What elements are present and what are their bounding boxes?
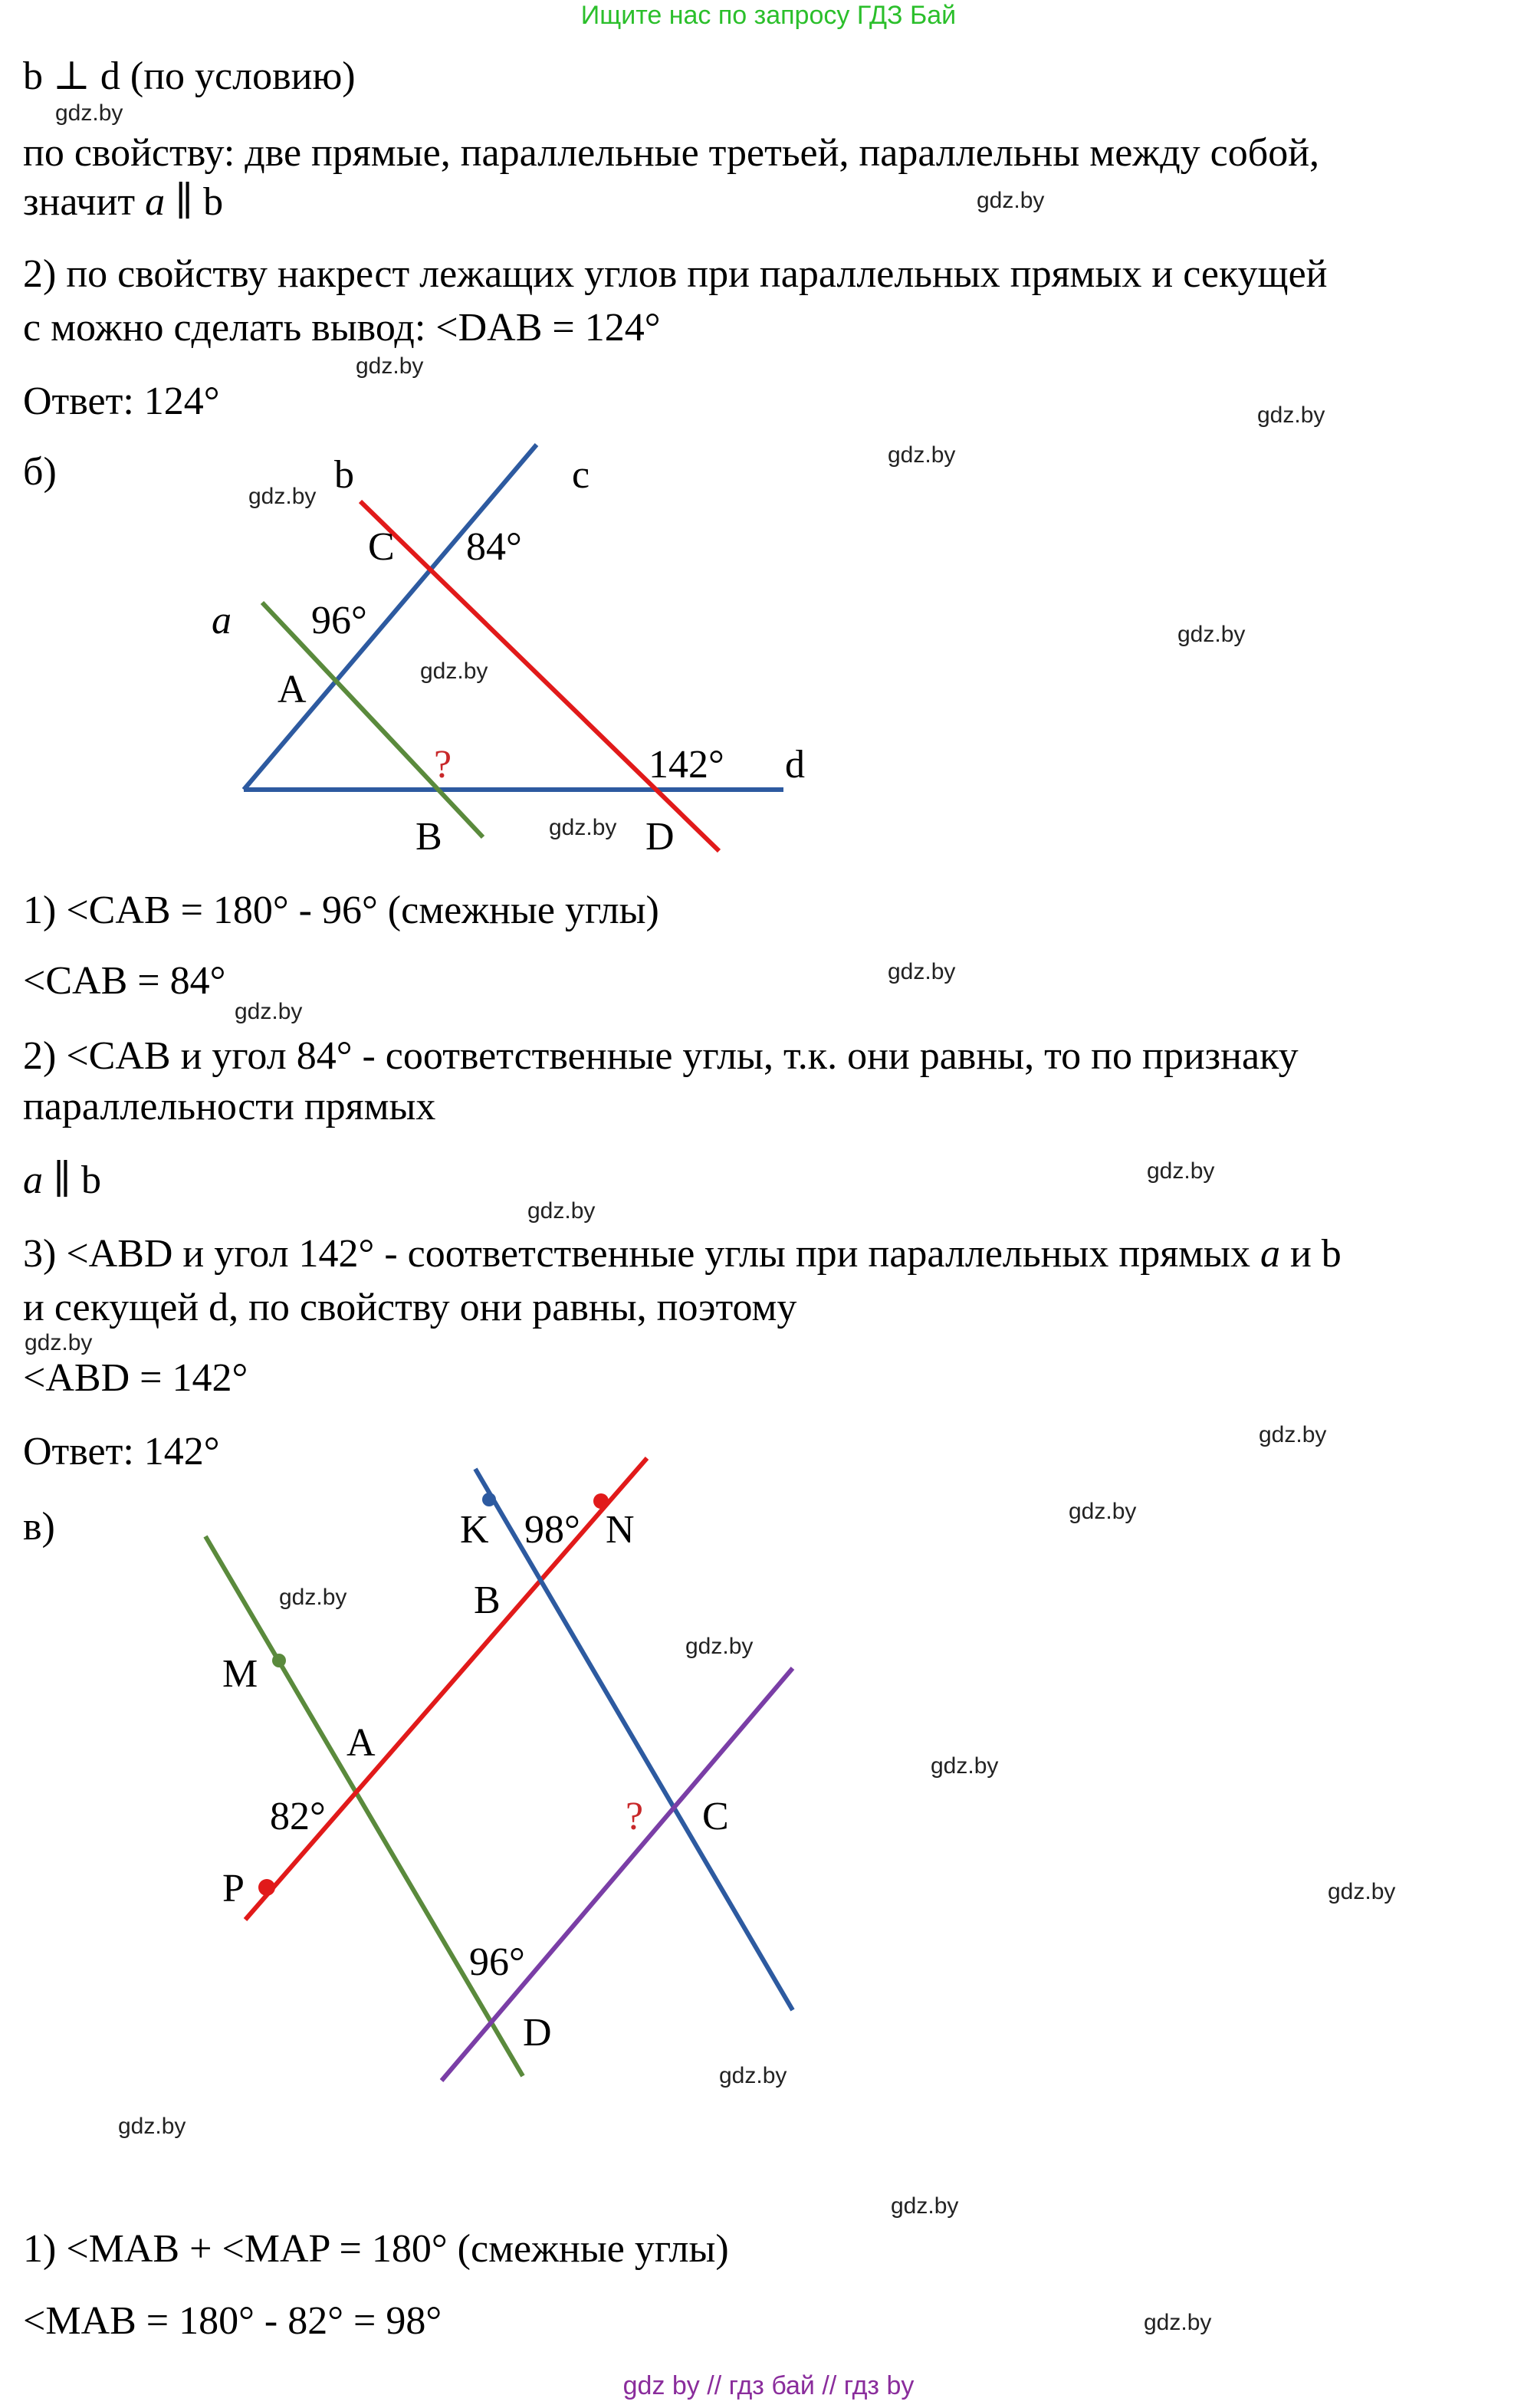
line-b-step-1: 1) <CAB = 180° - 96° (смежные углы): [23, 889, 659, 932]
fig-c-label-P: P: [222, 1867, 245, 1910]
fig-c-label-D: D: [523, 2011, 552, 2055]
watermark: gdz.by: [235, 999, 303, 1024]
line-property: по свойству: две прямые, параллельные третьей, параллельны между собой,: [23, 131, 1320, 175]
fig-c-angle-96: 96°: [469, 1940, 525, 1984]
fig-b-label-D: D: [645, 815, 675, 859]
fig-c-angle-82: 82°: [270, 1795, 326, 1838]
line-step-2-result: с можно сделать вывод: <DAB = 124°: [23, 306, 661, 350]
line-conclusion: значит a ∥ b: [23, 180, 224, 224]
watermark: gdz.by: [1177, 622, 1246, 647]
fig-c-label-C: C: [702, 1795, 729, 1838]
line-b-step-3-cont: и секущей d, по свойству они равны, поэтому: [23, 1286, 797, 1329]
watermark: gdz.by: [1144, 2310, 1212, 2335]
line-b-parallel: a ∥ b: [23, 1158, 102, 1202]
fig-b-angle-84: 84°: [466, 525, 522, 569]
fig-c-label-A: A: [346, 1721, 376, 1765]
fig-b-label-A: A: [278, 668, 307, 711]
answer-1: Ответ: 124°: [23, 379, 220, 423]
fig-b-label-d: d: [785, 743, 805, 787]
line-c-step-1: 1) <MAB + <MAP = 180° (смежные углы): [23, 2227, 729, 2271]
part-c-label: в): [23, 1505, 55, 1549]
watermark: gdz.by: [527, 1198, 596, 1224]
watermark: gdz.by: [25, 1330, 93, 1355]
watermark: gdz.by: [1257, 402, 1325, 428]
line-b-step-3-result: <ABD = 142°: [23, 1356, 248, 1400]
answer-2: Ответ: 142°: [23, 1430, 220, 1473]
fig-b-label-C: C: [368, 525, 395, 569]
watermark: gdz.by: [55, 100, 123, 126]
fig-b-angle-96: 96°: [311, 599, 367, 642]
point-M: [272, 1654, 286, 1667]
watermark: gdz.by: [118, 2114, 186, 2139]
watermark: gdz.by: [977, 188, 1045, 213]
watermark: gdz.by: [719, 2063, 787, 2088]
fig-c-label-N: N: [606, 1508, 635, 1552]
part-b-label: б): [23, 450, 57, 494]
fig-c-label-B: B: [474, 1579, 501, 1622]
fig-c-label-M: M: [222, 1652, 258, 1696]
line-b-step-1-result: <CAB = 84°: [23, 959, 226, 1003]
watermark: gdz.by: [888, 442, 956, 468]
fig-c-label-K: K: [460, 1508, 489, 1552]
footer-banner: gdz by // гдз бай // гдз by: [622, 2371, 915, 2400]
fig-b-label-B: B: [415, 815, 442, 859]
watermark: gdz.by: [279, 1585, 347, 1610]
fig-b-label-a: a: [212, 599, 232, 642]
watermark: gdz.by: [888, 959, 956, 984]
point-K: [482, 1493, 496, 1506]
fig-c-question: ?: [626, 1795, 644, 1838]
line-cd-purple: [442, 1668, 793, 2081]
line-b-step-2-cont: параллельности прямых: [23, 1085, 436, 1128]
watermark: gdz.by: [420, 659, 488, 684]
fig-b-label-c: c: [572, 453, 590, 497]
watermark: gdz.by: [356, 353, 424, 379]
watermark: gdz.by: [1069, 1499, 1137, 1524]
watermark: gdz.by: [931, 1753, 999, 1779]
header-banner: Ищите нас по запросу ГДЗ Бай: [580, 1, 957, 30]
line-b-step-2: 2) <CAB и угол 84° - соответственные углы, т.к. они равны, то по признаку: [23, 1034, 1299, 1078]
line-pn-red: [245, 1458, 647, 1920]
watermark: gdz.by: [685, 1634, 754, 1659]
watermark: gdz.by: [549, 815, 617, 840]
line-step-2: 2) по свойству накрест лежащих углов при параллельных прямых и секущей: [23, 252, 1328, 296]
point-N: [593, 1493, 609, 1509]
watermark: gdz.by: [1328, 1879, 1396, 1904]
point-P: [258, 1879, 275, 1896]
watermark: gdz.by: [1259, 1422, 1327, 1447]
fig-b-label-b: b: [334, 453, 354, 497]
fig-b-question: ?: [434, 743, 452, 787]
watermark: gdz.by: [248, 484, 317, 509]
watermark: gdz.by: [891, 2193, 959, 2219]
line-c-step-1-result: <MAB = 180° - 82° = 98°: [23, 2299, 442, 2343]
fig-c-angle-98: 98°: [524, 1508, 580, 1552]
line-b-step-3: 3) <ABD и угол 142° - соответственные углы при параллельных прямых a и b: [23, 1232, 1342, 1276]
line-b-perp-d: b ⊥ d (по условию): [23, 54, 356, 98]
watermark: gdz.by: [1147, 1158, 1215, 1184]
fig-b-angle-142: 142°: [649, 743, 724, 787]
